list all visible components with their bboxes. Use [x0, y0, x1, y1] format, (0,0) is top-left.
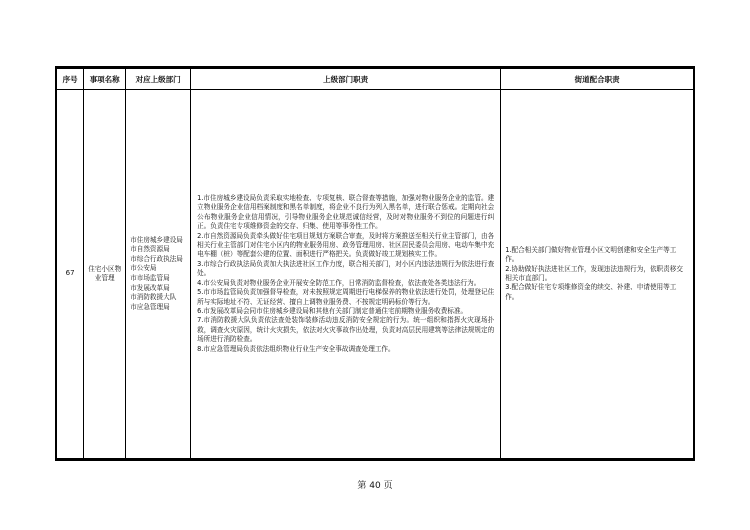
row-item-name: 住宅小区物业管理 [84, 90, 126, 459]
department-item: 市市场监管局 [130, 274, 170, 282]
street-duty-item: 2.协助做好执法进社区工作，发现违法违规行为，依职责移交相关市直部门。 [505, 264, 683, 282]
row-departments [126, 90, 191, 459]
header-item-name: 事项名称 [84, 69, 126, 90]
department-item: 市住房城乡建设局 [130, 235, 183, 244]
duty-item: 8.市应急管理局负责依法组织物业行业生产安全事故调查处理工作。 [197, 344, 395, 353]
department-item: 市消防救援大队 [130, 293, 177, 302]
street-duty-item: 3.配合做好住宅专项维修资金的续交、补建、申请使用等工作。 [505, 283, 677, 301]
department-item: 市应急管理局 [130, 302, 170, 311]
duties-table [56, 68, 694, 459]
department-item: 市发展改革局 [130, 283, 170, 292]
street-duty-item: 1.配合相关部门做好物业管理小区文明创建和安全生产等工作。 [505, 245, 677, 264]
header-number: 序号 [57, 69, 84, 90]
duty-item: 1.市住房城乡建设局负责采取实地检查、专项复核、联合督查等措施，加强对物业服务企业的监管。建立物业服务企业信用档案制度和黑名单制度，将企业不良行为列入黑名单，进行联合惩戒。定期向社会公布物业服务企业信用情况，引导物业服务企业规范诚信经营，及时对物业服务不到位的问题进行纠正。负责住宅专项维修资金的交存、归集、使用等事务性工作。 [197, 194, 495, 231]
department-item: 市自然资源局 [130, 245, 170, 254]
table-row [57, 90, 694, 459]
header-dept-duties: 上级部门职责 [191, 69, 501, 90]
duty-item: 3.市综合行政执法局负责加大执法进社区工作力度，联合相关部门，对小区内违法违规行为依法进行查处。 [197, 259, 495, 278]
row-dept-duties [191, 90, 501, 459]
header-street-duties: 街道配合职责 [501, 69, 694, 90]
header-departments: 对应上级部门 [126, 69, 191, 90]
duty-item: 6.市发展改革局会同市住房城乡建设局和其他有关部门制定普通住宅前期物业服务收费标准。 [197, 306, 468, 315]
duties-table-container [55, 66, 695, 461]
department-item: 市公安局 [130, 264, 157, 273]
duty-item: 7.市消防救援大队负责依法查处装饰装修活动违反消防安全规定的行为。统一组织和指挥火灾现场扑救，调查火灾原因，统计火灾损失，依法对火灾事故作出处理，负责对高层民用建筑等法律法规规定的场所进行消防检查。 [197, 316, 495, 344]
table-header-row [57, 69, 694, 90]
row-number: 67 [57, 90, 84, 459]
page-number: 第 40 页 [357, 481, 393, 491]
row-street-duties [501, 90, 694, 459]
duty-item: 2.市自然资源局负责牵头做好住宅项目规划方案联合审查，及时将方案推送至相关行业主管部门，由各相关行业主管部门对住宅小区内的物业服务用房、政务管理用房、社区居民委员会用房、电动车集中充电车棚（桩）等配套公建的位置、面积进行严格把关。负责做好竣工规划核实工作。 [197, 231, 495, 259]
duty-item: 5.市市场监管局负责加强督导检查，对未按照规定周期进行电梯保养的物业依法进行处罚，处理登记住所与实际地址不符、无证经营、擅自上调物业服务费、不按规定明码标价等行为。 [197, 288, 495, 306]
department-item: 市综合行政执法局 [130, 254, 183, 263]
duty-item: 4.市公安局负责对物业服务企业开展安全防范工作，日常消防监督检查，依法查处各类违法行为。 [197, 278, 481, 287]
